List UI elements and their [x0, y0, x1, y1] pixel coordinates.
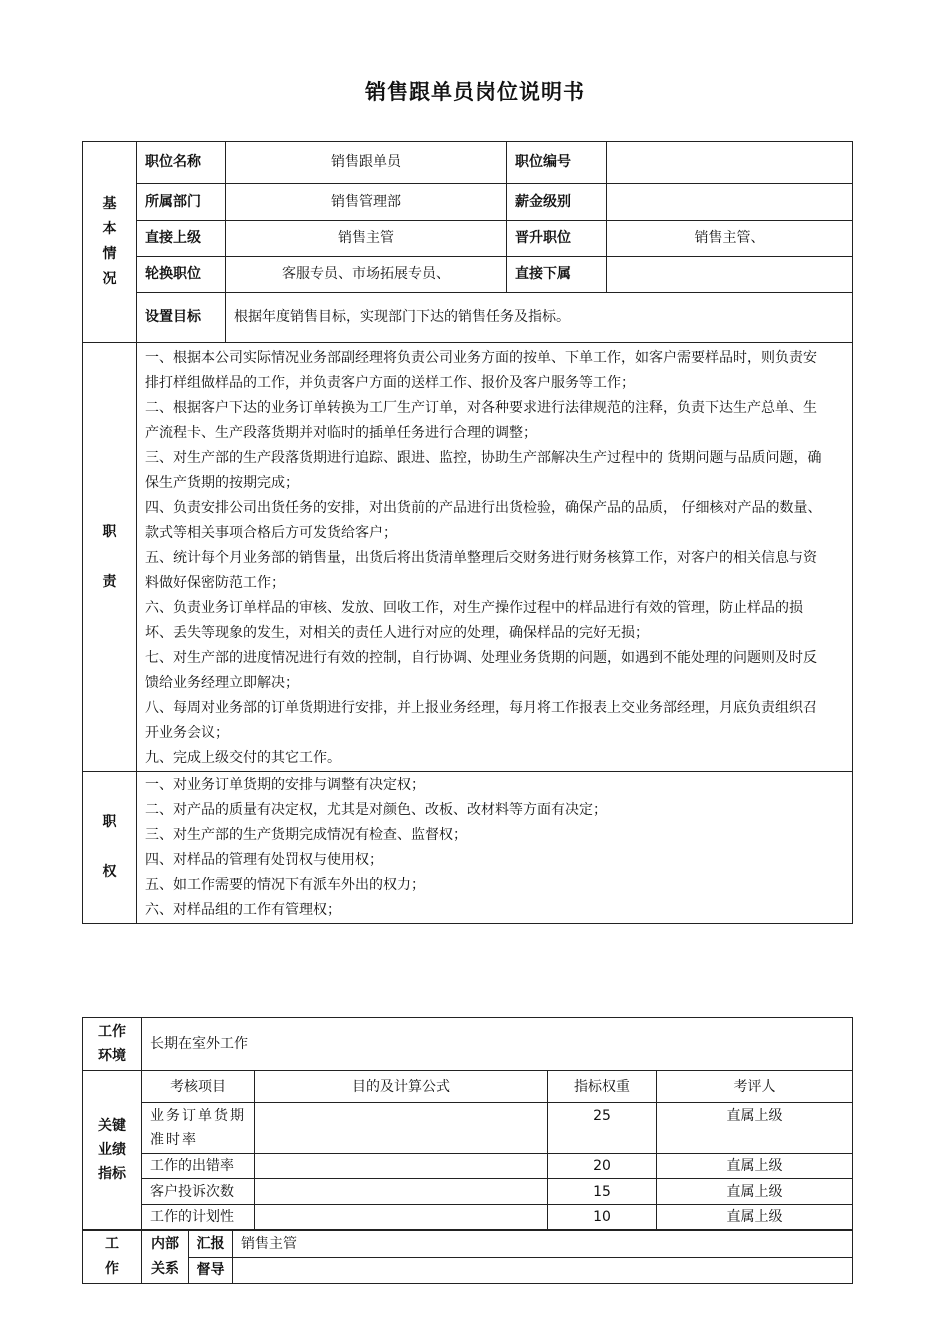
kpi-header-formula: 目的及计算公式: [255, 1071, 548, 1103]
job-description-table: [82, 141, 853, 924]
environment-row: [83, 1018, 853, 1071]
authority-line: 六、对样品组的工作有管理权；: [145, 902, 341, 918]
value-direct-subordinate: [607, 257, 853, 293]
authority-line: 三、对生产部的生产货期完成情况有检查、监督权；: [145, 827, 467, 843]
kpi-row: [83, 1154, 853, 1179]
kpi-weight: 25: [548, 1103, 657, 1154]
duty-line: 二、根据客户下达的业务订单转换为工厂生产订单，对各种要求进行法律规范的注释，负责下达生产总单、生: [145, 400, 817, 416]
value-direct-superior: 销售主管: [226, 221, 507, 257]
value-goal: 根据年度销售目标，实现部门下达的销售任务及指标。: [226, 293, 853, 343]
relation-type-report: 汇报: [189, 1231, 233, 1258]
kpi-header-row: [83, 1071, 853, 1103]
kpi-item: 工作的计划性: [142, 1205, 255, 1230]
duty-line: 产流程卡、生产段落货期并对临时的插单任务进行合理的调整；: [145, 425, 537, 441]
basic-row: [83, 221, 853, 257]
basic-row: [83, 184, 853, 221]
environment-value: 长期在室外工作: [142, 1018, 853, 1071]
kpi-row: [83, 1179, 853, 1205]
duty-line: 排打样组做样品的工作，并负责客户方面的送样工作、报价及客户服务等工作；: [145, 375, 635, 391]
kpi-label: 关键 业绩 指标: [83, 1071, 142, 1230]
kpi-assessor: 直属上级: [657, 1154, 853, 1179]
kpi-row: [83, 1205, 853, 1230]
kpi-assessor: 直属上级: [657, 1179, 853, 1205]
value-rotation-position: 客服专员、市场拓展专员、: [226, 257, 507, 293]
kpi-item: 业务订单货期 准时率: [142, 1103, 255, 1154]
kpi-formula: [255, 1154, 548, 1179]
duties-section-label: 职 责: [83, 343, 137, 772]
duty-line: 开业务会议；: [145, 725, 229, 741]
kpi-header-item: 考核项目: [142, 1071, 255, 1103]
relation-value-supervise: [233, 1258, 853, 1284]
duty-line: 九、完成上级交付的其它工作。: [145, 750, 341, 766]
value-position-name: 销售跟单员: [226, 142, 507, 184]
value-department: 销售管理部: [226, 184, 507, 221]
kpi-weight: 10: [548, 1205, 657, 1230]
duties-row: [83, 343, 853, 772]
kpi-table: [82, 1017, 853, 1230]
authority-row: [83, 772, 853, 924]
duty-line: 一、根据本公司实际情况业务部副经理将负责公司业务方面的按单、下单工作，如客户需要样品时，则负责安: [145, 350, 817, 366]
authority-line: 四、对样品的管理有处罚权与使用权；: [145, 852, 383, 868]
basic-row: [83, 257, 853, 293]
duty-line: 款式等相关事项合格后方可发货给客户；: [145, 525, 397, 541]
kpi-row: [83, 1103, 853, 1154]
relation-type-supervise: 督导: [189, 1258, 233, 1284]
label-position-name: 职位名称: [137, 142, 226, 184]
basic-row: [83, 142, 853, 184]
kpi-weight: 15: [548, 1179, 657, 1205]
kpi-item: 客户投诉次数: [142, 1179, 255, 1205]
kpi-formula: [255, 1205, 548, 1230]
authority-content: [137, 772, 853, 924]
kpi-item: 工作的出错率: [142, 1154, 255, 1179]
label-rotation-position: 轮换职位: [137, 257, 226, 293]
label-goal: 设置目标: [137, 293, 226, 343]
duty-line: 馈给业务经理立即解决；: [145, 675, 299, 691]
duty-line: 坏、丢失等现象的发生，对相关的责任人进行对应的处理，确保样品的完好无损；: [145, 625, 649, 641]
relations-table: [82, 1230, 853, 1284]
duty-line: 料做好保密防范工作；: [145, 575, 285, 591]
kpi-header-weight: 指标权重: [548, 1071, 657, 1103]
duty-line: 七、对生产部的进度情况进行有效的控制，自行协调、处理业务货期的问题，如遇到不能处理的问题则及时反: [145, 650, 817, 666]
relation-value-report: 销售主管: [233, 1231, 853, 1258]
label-position-code: 职位编号: [507, 142, 607, 184]
value-salary-level: [607, 184, 853, 221]
relations-sub-label: 内部 关系: [142, 1231, 189, 1284]
authority-line: 五、如工作需要的情况下有派车外出的权力；: [145, 877, 425, 893]
duty-line: 保生产货期的按期完成；: [145, 475, 299, 491]
label-direct-superior: 直接上级: [137, 221, 226, 257]
relations-row: [83, 1258, 853, 1284]
duty-line: 五、统计每个月业务部的销售量，出货后将出货清单整理后交财务进行财务核算工作，对客户的相关信息与资: [145, 550, 817, 566]
duty-line: 四、负责安排公司出货任务的安排，对出货前的产品进行出货检验，确保产品的品质， 仔细核对产品的数量、: [145, 500, 822, 516]
relations-label: 工 作: [83, 1231, 142, 1284]
label-promotion-position: 晋升职位: [507, 221, 607, 257]
value-position-code: [607, 142, 853, 184]
kpi-weight: 20: [548, 1154, 657, 1179]
kpi-formula: [255, 1103, 548, 1154]
page-title: 销售跟单员岗位说明书: [365, 80, 585, 104]
label-department: 所属部门: [137, 184, 226, 221]
authority-line: 二、对产品的质量有决定权，尤其是对颜色、改板、改材料等方面有决定；: [145, 802, 607, 818]
basic-section-label: 基 本 情 况: [83, 142, 137, 343]
kpi-assessor: 直属上级: [657, 1103, 853, 1154]
duty-line: 三、对生产部的生产段落货期进行追踪、跟进、监控，协助生产部解决生产过程中的 货期问题与品质问题，确: [145, 450, 822, 466]
duty-line: 八、每周对业务部的订单货期进行安排，并上报业务经理，每月将工作报表上交业务部经理，月底负责组织召: [145, 700, 817, 716]
relations-row: [83, 1231, 853, 1258]
goal-row: [83, 293, 853, 343]
label-direct-subordinate: 直接下属: [507, 257, 607, 293]
authority-section-label: 职 权: [83, 772, 137, 924]
kpi-header-assessor: 考评人: [657, 1071, 853, 1103]
environment-label: 工作 环境: [83, 1018, 142, 1071]
kpi-formula: [255, 1179, 548, 1205]
duty-line: 六、负责业务订单样品的审核、发放、回收工作，对生产操作过程中的样品进行有效的管理，防止样品的损: [145, 600, 803, 616]
label-salary-level: 薪金级别: [507, 184, 607, 221]
duties-content: [137, 343, 853, 772]
authority-line: 一、对业务订单货期的安排与调整有决定权；: [145, 777, 425, 793]
value-promotion-position: 销售主管、: [607, 221, 853, 257]
kpi-assessor: 直属上级: [657, 1205, 853, 1230]
